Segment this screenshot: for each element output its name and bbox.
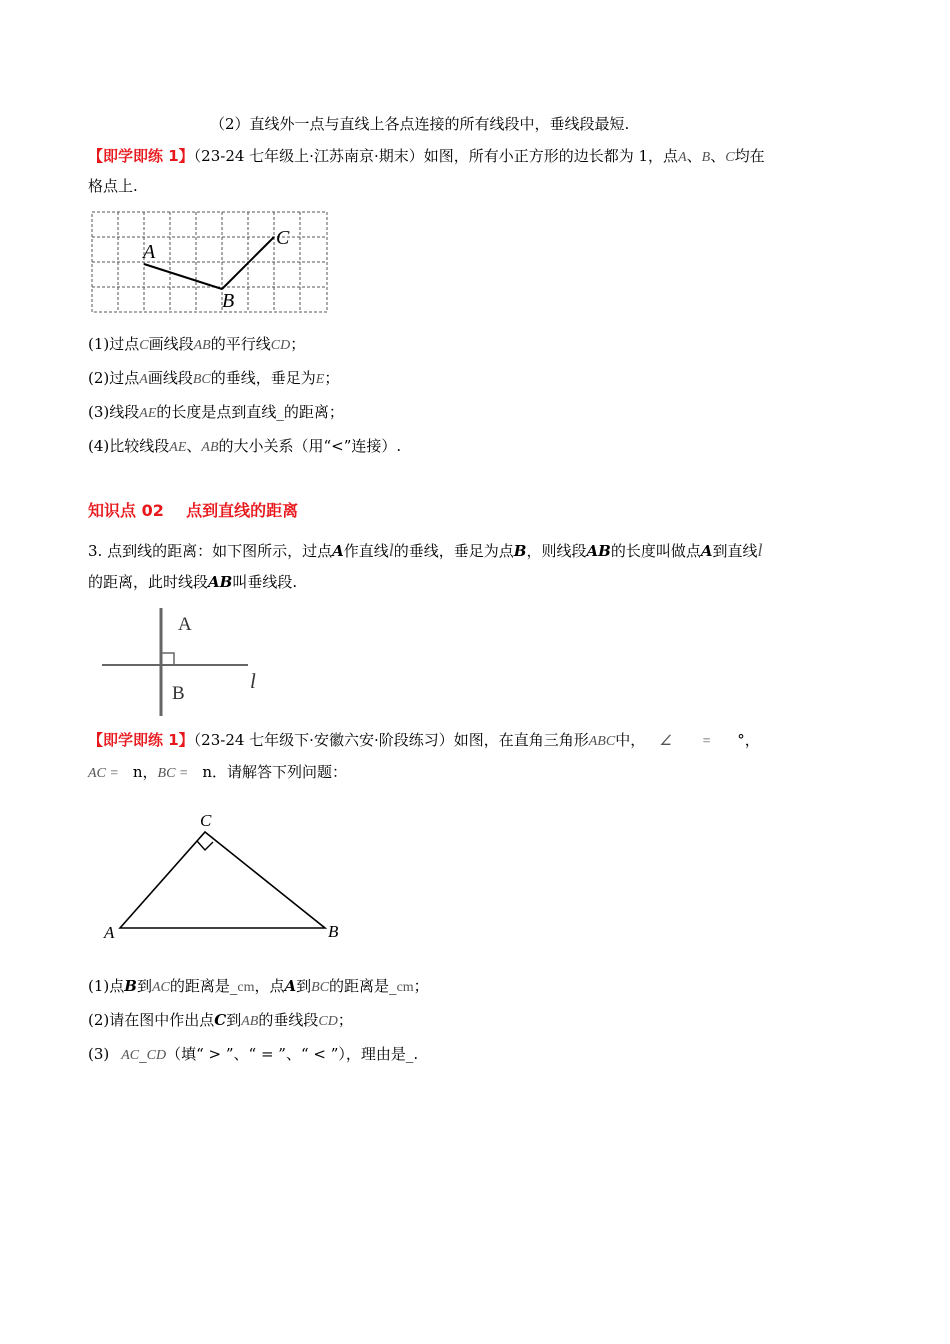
question-text: ； [337, 1011, 353, 1029]
var: B [513, 542, 527, 560]
var: BC = [157, 766, 189, 781]
separator: 、 [710, 147, 726, 165]
var: A [139, 372, 148, 387]
segment-ab [144, 264, 222, 289]
equals-sign: = [701, 734, 712, 749]
question-number: (2) [88, 369, 110, 387]
grid-lines [92, 212, 327, 312]
question-text: 的垂线，垂足为 [210, 369, 316, 387]
var: AE [169, 440, 187, 455]
question-number: (4) [88, 437, 110, 455]
degree-sign: °， [737, 731, 760, 749]
question-number: (3) [88, 403, 110, 421]
right-angle-mark [197, 841, 213, 850]
definition-line-2 [88, 572, 297, 592]
right-angle-mark [161, 653, 174, 665]
definition-text: 的距离，此时线段 [88, 573, 209, 591]
var: AB [241, 1014, 259, 1029]
var: AC = [88, 766, 119, 781]
exercise-text: 中， [615, 731, 646, 749]
question-text: 的垂线段 [258, 1011, 319, 1029]
exercise-tag: 【即学即练 1】 [88, 731, 194, 749]
definition-line-1 [88, 540, 763, 561]
exercise-text: 如图，所有小正方形的边长都为 1，点 [423, 147, 679, 165]
exercise2-intro [88, 730, 760, 752]
var: l [757, 540, 763, 560]
question-number: (1) [88, 335, 110, 353]
unit-text: n．请解答下列问题： [202, 763, 348, 781]
question-text: ； [413, 977, 429, 995]
question-text: 到 [136, 977, 152, 995]
exercise1-intro [88, 146, 765, 168]
question-text: ； [290, 335, 306, 353]
question-4 [88, 436, 401, 458]
question-text: ，点 [254, 977, 285, 995]
var: C [139, 338, 149, 353]
perpendicular-figure [96, 604, 271, 718]
question-text: （填“ > ”、“ = ”、“ < ”），理由是_. [166, 1045, 419, 1063]
exercise-text: 均在 [734, 147, 765, 165]
question-3 [88, 1044, 418, 1066]
var: B [124, 977, 137, 995]
question-number: (2) [88, 1011, 110, 1029]
question-text: 的大小关系（用“<”连接）. [218, 437, 402, 455]
var: BC [311, 980, 330, 995]
question-text: 画线段 [147, 369, 193, 387]
definition-text: 叫垂线段. [232, 573, 298, 591]
var: CD [146, 1048, 167, 1063]
unit-text: n， [132, 763, 158, 781]
point-label-c: C [276, 227, 290, 249]
var: l [388, 540, 394, 560]
question-text: 过点 [109, 335, 140, 353]
exercise1-intro-cont: 格点上. [88, 177, 138, 195]
definition-text: 作直线 [343, 542, 389, 560]
question-text: 比较线段 [109, 437, 170, 455]
var: BC [192, 372, 211, 387]
question-text: 到 [296, 977, 312, 995]
unit-text: cm [396, 980, 414, 995]
var: A [332, 542, 344, 560]
exercise-source: （23-24 七年级下·安徽六安·阶段练习） [193, 731, 454, 749]
point-label-a: A [178, 614, 192, 635]
var: AB [201, 440, 219, 455]
triangle-figure [100, 806, 350, 946]
grid-figure [88, 208, 333, 318]
question-1 [88, 334, 305, 356]
question-text: 过点 [109, 369, 140, 387]
var: AB [586, 542, 611, 560]
var: AB [193, 338, 211, 353]
var-b: B [701, 150, 711, 165]
definition-text: ，则线段 [526, 542, 587, 560]
var: AC [121, 1048, 140, 1063]
exercise2-given [88, 762, 347, 784]
question-2 [88, 368, 339, 390]
point-label-b: B [172, 683, 185, 704]
var: AC [151, 980, 170, 995]
definition-text: 的长度叫做点 [610, 542, 701, 560]
question-text: _ [139, 1045, 147, 1063]
separator: 、 [686, 147, 702, 165]
exercise-text: 如图，在直角三角形 [453, 731, 589, 749]
question-text: 线段 [109, 403, 140, 421]
question-text: 点 [109, 977, 125, 995]
var-c: C [725, 150, 735, 165]
question-text: 到 [226, 1011, 242, 1029]
var: AB [208, 573, 233, 591]
var-a: A [678, 150, 687, 165]
point-label-b: B [222, 290, 235, 312]
definition-text: 到直线 [712, 542, 758, 560]
vertex-label-c: C [200, 811, 212, 830]
triangle-abc [120, 832, 325, 928]
angle-symbol: ∠ [659, 734, 672, 749]
var: A [284, 977, 297, 995]
question-number: (3) [88, 1045, 110, 1063]
vertex-label-b: B [328, 922, 339, 941]
var: CD [318, 1014, 338, 1029]
question-text: 请在图中作出点 [109, 1011, 215, 1029]
line-label-l: l [250, 669, 256, 693]
exercise-source: （23-24 七年级上·江苏南京·期末） [193, 147, 424, 165]
question-3 [88, 402, 344, 424]
definition-text: 3. 点到线的距离：如下图所示，过点 [88, 542, 333, 560]
question-text: 、 [186, 437, 202, 455]
var: CD [270, 338, 291, 353]
note-perpendicular-shortest: （2）直线外一点与直线上各点连接的所有线段中，垂线段最短. [210, 115, 630, 133]
var: A [700, 542, 713, 560]
var: E [315, 372, 325, 387]
definition-text: 的垂线，垂足为点 [393, 542, 514, 560]
question-text: 的距离是_ [329, 977, 397, 995]
point-label-a: A [143, 241, 156, 263]
question-2 [88, 1010, 353, 1032]
question-text: 画线段 [148, 335, 194, 353]
var: AE [139, 406, 157, 421]
question-text: 的长度是点到直线_的距离； [156, 403, 344, 421]
exercise-tag: 【即学即练 1】 [88, 147, 194, 165]
section-heading: 知识点 02 点到直线的距离 [88, 501, 299, 520]
question-text: 的距离是_ [169, 977, 238, 995]
vertex-label-a: A [104, 923, 115, 942]
question-text: ； [324, 369, 340, 387]
unit-text: cm [237, 980, 255, 995]
var: ABC [588, 734, 616, 749]
var: C [214, 1011, 227, 1029]
question-1 [88, 976, 429, 998]
question-text: 的平行线 [210, 335, 271, 353]
question-number: (1) [88, 977, 110, 995]
